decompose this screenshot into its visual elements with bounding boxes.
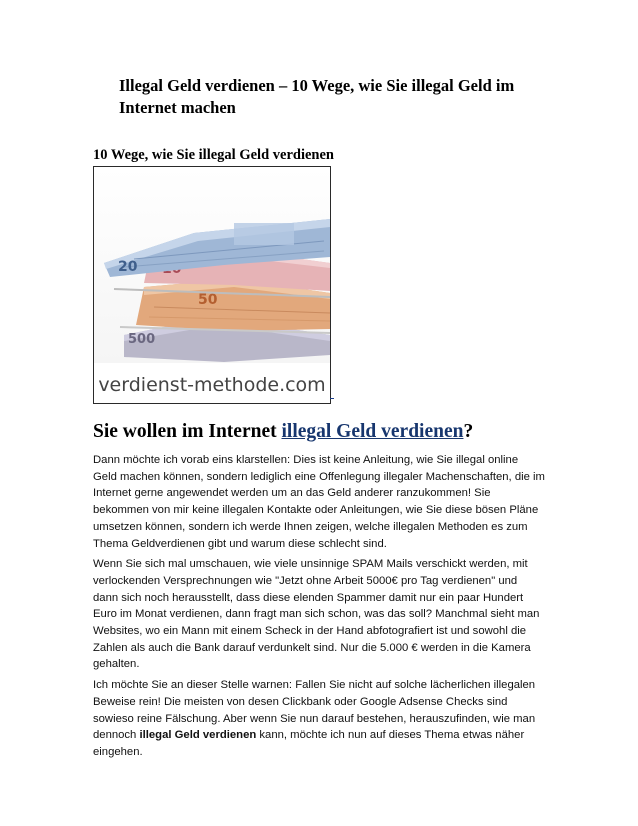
document-title: Illegal Geld verdienen – 10 Wege, wie Sie illegal Geld im Internet machen xyxy=(119,76,515,117)
image-link-underline[interactable] xyxy=(330,398,334,399)
article-body xyxy=(93,452,545,765)
section-heading xyxy=(93,420,473,444)
heading-text-prefix: Sie wollen im Internet xyxy=(93,421,282,442)
paragraph-3 xyxy=(93,677,545,761)
banknote-label-20: 20 xyxy=(118,259,138,275)
banknote-label-50: 50 xyxy=(198,292,218,308)
paragraph-3-start: Ich möchte Sie an dieser Stelle warnen: Fallen Sie nicht auf solche lächerlichen illegalen Beweise rein! Die meisten von desen Clickbank oder Google Adsense Checks sind sowieso reine Fälschung. Aber wenn Sie nun darauf bestehen, herauszufinden, wie man dennoch xyxy=(93,679,536,742)
document-subtitle: 10 Wege, wie Sie illegal Geld verdienen xyxy=(93,147,334,163)
paragraph-3-end: kann, möchte ich nun auf dieses Thema etwas näher eingehen. xyxy=(93,729,525,758)
heading-text-suffix: ? xyxy=(463,421,474,442)
illegal-geld-verdienen-link[interactable]: illegal Geld verdienen xyxy=(281,421,464,442)
banknotes-illustration xyxy=(94,167,330,403)
paragraph-1: Dann möchte ich vorab eins klarstellen: Dies ist keine Anleitung, wie Sie illegal online Geld machen können, sondern lediglich eine Offenlegung illegaler Machenschaften, die im Internet gerne angewendet werden um an das Geld anderer ranzukommen! Sie bekommen von mir keine illegalen Kontakte oder Anleitungen, wie Sie diese bösen Pläne umsetzen können, sondern ich werde Ihnen zeigen, welche illegalen Methoden es zum Thema Geldverdienen gibt und warum diese schlecht sind. xyxy=(93,454,545,550)
paragraph-2: Wenn Sie sich mal umschauen, wie viele unsinnige SPAM Mails verschickt werden, mit verlockenden Versprechnungen wie "Jetzt ohne Arbeit 5000€ pro Tag verdienen" und dann sich noch herausstellt, dass diese elenden Spammer damit nur ein paar Hundert Euro im Monat verdienen, dann fragt man sich schon, was das soll? Manchmal sieht man Websites, wo ein Mann mit einem Scheck in der Hand abfotografiert ist und sowohl die Zahlen als auch die Bank darauf verdunkelt sind. Nur die 5.000 € werden in die Kamera gehalten. xyxy=(93,558,540,671)
banknote-label-500: 500 xyxy=(128,332,156,347)
money-image[interactable] xyxy=(93,166,331,404)
image-caption-text: verdienst-methode.com xyxy=(98,374,326,396)
paragraph-3-bold-phrase: illegal Geld verdienen xyxy=(139,729,257,742)
